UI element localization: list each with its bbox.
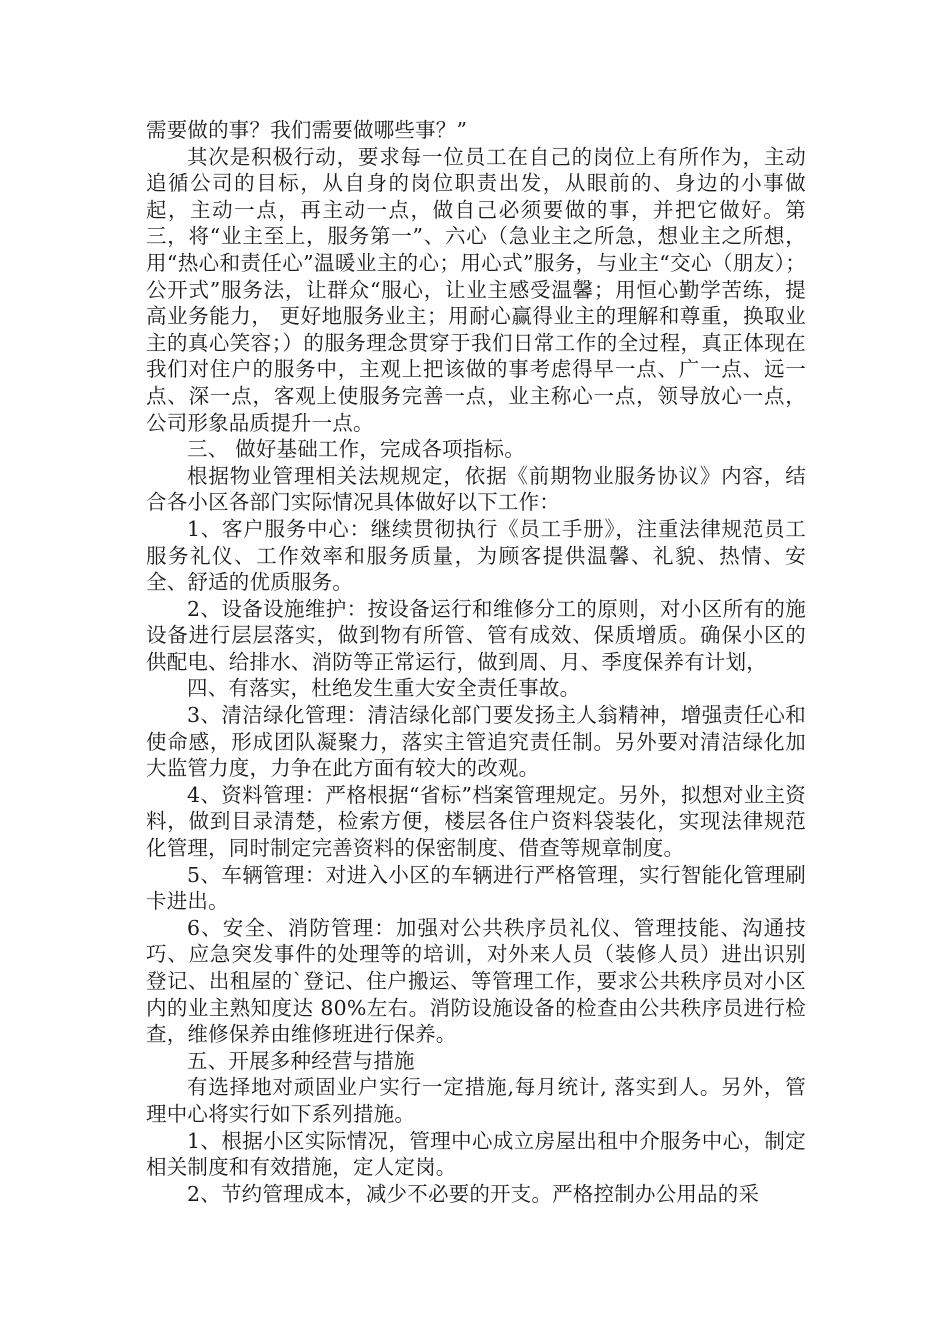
paragraph-measures: 有选择地对顽固业户实行一定措施,每月统计, 落实到人。另外，管理中心将实行如下系列措施。 [146,1075,806,1126]
paragraph-continuation: 需要做的事？我们需要做哪些事？” [146,118,468,142]
section-heading-diversified-operations: 五、开展多种经营与措施 [187,1048,415,1073]
paragraph-regulations: 根据物业管理相关法规规定，依据《前期物业服务协议》内容，结合各小区各部门实际情况具体做好以下工作： [146,463,806,515]
list-item-security-fire: 6、安全、消防管理：加强对公共秩序员礼仪、管理技能、沟通技巧、应急突发事件的处理等的培训，对外来人员（装修人员）进出识别登记、出租屋的`登记、住户搬运、等管理工作，要求公共秩序员对小区内的业主熟知度达 80%左右。消防设施设备的检查由公共秩序员进行检查，维修保养由维修班进行保养。 [146,915,806,1047]
list-item-cleaning-greening: 3、清洁绿化管理：清洁绿化部门要发扬主人翁精神，增强责任心和使命感，形成团队凝聚力，落实主管追究责任制。另外要对清洁绿化加大监管力度，力争在此方面有较大的改观。 [146,703,806,781]
section-heading-safety: 四、有落实，杜绝发生重大安全责任事故。 [187,676,581,701]
list-item-rental-agency: 1、根据小区实际情况，管理中心成立房屋出租中介服务中心，制定相关制度和有效措施，定人定岗。 [146,1128,806,1180]
list-item-vehicle-management: 5、车辆管理：对进入小区的车辆进行严格管理，实行智能化管理刷卡进出。 [146,862,806,914]
document-body [146,117,806,1207]
list-item-equipment-maintenance: 2、设备设施维护：按设备运行和维修分工的原则，对小区所有的施设备进行层层落实，做到物有所管、管有成效、保质增质。确保小区的供配电、给排水、消防等正常运行，做到周、月、季度保养有计划， [146,596,806,674]
list-item-document-management: 4、资料管理：严格根据“省标”档案管理规定。另外，拟想对业主资料，做到目录清楚，检索方便，楼层各住户资料袋装化，实现法律规范化管理，同时制定完善资料的保密制度、借查等规章制度。 [146,782,806,861]
list-item-cost-saving: 2、节约管理成本，减少不必要的开支。严格控制办公用品的采 [187,1181,760,1206]
list-item-customer-service: 1、客户服务中心：继续贯彻执行《员工手册》，注重法律规范员工服务礼仪、工作效率和服务质量，为顾客提供温馨、礼貌、热情、安全、舒适的优质服务。 [146,516,806,595]
section-heading-basic-work: 三、 做好基础工作，完成各项指标。 [187,437,525,462]
paragraph-active-action: 其次是积极行动，要求每一位员工在自己的岗位上有所作为，主动追循公司的目标，从自身的岗位职责出发，从眼前的、身边的小事做起，主动一点，再主动一点，做自己必须要做的事，并把它做好。第三，将“业主至上，服务第一”、六心（急业主之所急，想业主之所想，用“热心和责任心”温暖业主的心；用心式”服务，与业主“交心（朋友）；公开式”服务法，让群众“服心，让业主感受温馨；用恒心勤学苦练，提高业务能力， 更好地服务业主；用耐心赢得业主的理解和尊重，换取业主的真心笑容；）的服务理念贯穿于我们日常工作的全过程，真正体现在我们对住户的服务中，主观上把该做的事考虑得早一点、广一点、远一点、深一点，客观上使服务完善一点，业主称心一点，领导放心一点，公司形象品质提升一点。 [146,144,806,435]
